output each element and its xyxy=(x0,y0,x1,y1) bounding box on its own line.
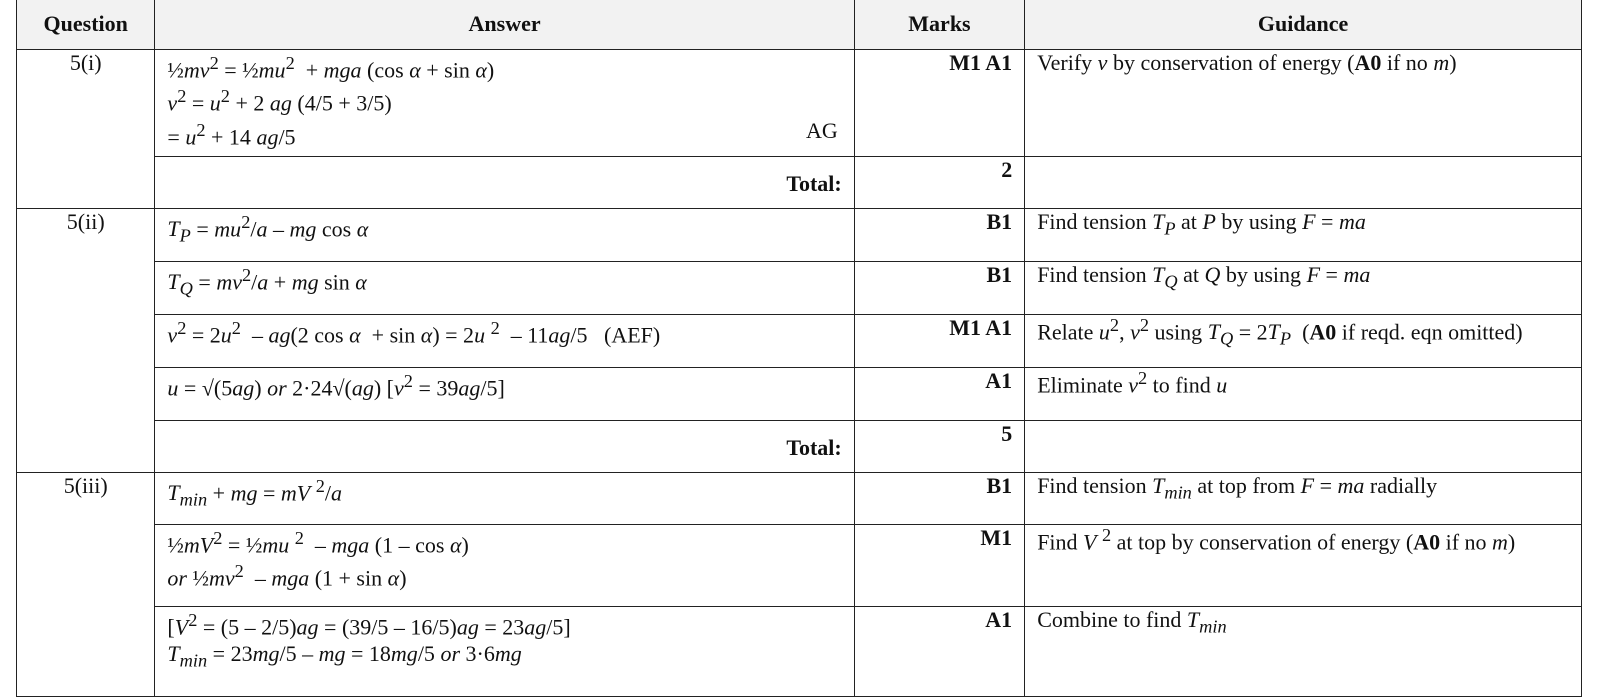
table-row xyxy=(17,607,1582,697)
guidance-cell: Eliminate $v^2$ to find u xyxy=(1025,368,1582,421)
table-row xyxy=(17,315,1582,368)
total-row xyxy=(17,157,1582,209)
question-label: 5(ii) xyxy=(17,209,155,473)
marks-cell: B1 xyxy=(854,209,1024,262)
answer-cell: $\frac{1}{2}mV^2$ = ½mu $^2$ – mga (1 – cos α) or $\frac{1}{2}mv^2$ – mga (1 + sin α) xyxy=(155,525,854,607)
total-label: Total: xyxy=(155,157,854,209)
total-label: Total: xyxy=(155,421,854,473)
table-row xyxy=(17,209,1582,262)
marks-cell: A1 xyxy=(854,368,1024,421)
marks-cell: M1 A1 xyxy=(854,315,1024,368)
total-value: 2 xyxy=(854,157,1024,209)
marks-cell: B1 xyxy=(854,262,1024,315)
guidance-cell: Find V $^2$ at top by conservation of energy (A0 if no m) xyxy=(1025,525,1582,607)
guidance-cell: Combine to find $T_{min}$ xyxy=(1025,607,1582,697)
marks-cell: M1 xyxy=(854,525,1024,607)
header-row xyxy=(17,0,1582,50)
marks-header: Marks xyxy=(854,0,1024,50)
question-header: Question xyxy=(17,0,155,50)
mark-scheme-table xyxy=(16,0,1582,697)
answer-cell: $T_{min}$ + mg = mV $^2$/a xyxy=(155,473,854,525)
answer-cell: $\frac{1}{2}mv^2$ = $\frac{1}{2}mu^2$ + mga (cos α + sin α) $v^2 = u^2 + 2$ ag (4/5 + 3/5) = $u^2 + 14$ ag/5 AG xyxy=(155,50,854,157)
ag-label: AG xyxy=(805,117,838,143)
answer-cell: u = √(5ag) or 2·24√(ag) $[v^2 = 39ag/5]$ xyxy=(155,368,854,421)
answer-cell: $[V^2 = (5 - 2/5)ag = (39/5 - 16/5)ag = 23ag/5]$ $T_{min} = 23mg/5$ – mg = 18mg/5 or 3·6mg xyxy=(155,607,854,697)
answer-cell: $T_Q = mv^2/a$ + mg sin α xyxy=(155,262,854,315)
marks-cell: M1 A1 xyxy=(854,50,1024,157)
guidance-cell: Relate $u^2$, $v^2$ using $T_Q = 2T_P$ (A0 if reqd. eqn omitted) xyxy=(1025,315,1582,368)
guidance-header: Guidance xyxy=(1025,0,1582,50)
answer-header: Answer xyxy=(155,0,854,50)
guidance-cell: Find tension $T_Q$ at Q by using F = ma xyxy=(1025,262,1582,315)
table-row xyxy=(17,262,1582,315)
guidance-cell: Find tension $T_{min}$ at top from F = ma radially xyxy=(1025,473,1582,525)
total-value: 5 xyxy=(854,421,1024,473)
total-row xyxy=(17,421,1582,473)
answer-cell: $T_P = mu^2/a$ – mg cos α xyxy=(155,209,854,262)
table-row xyxy=(17,473,1582,525)
table-row xyxy=(17,50,1582,157)
marks-cell: B1 xyxy=(854,473,1024,525)
guidance-cell: Find tension $T_P$ at P by using F = ma xyxy=(1025,209,1582,262)
question-label: 5(i) xyxy=(17,50,155,209)
table-row xyxy=(17,525,1582,607)
marks-cell: A1 xyxy=(854,607,1024,697)
question-label: 5(iii) xyxy=(17,473,155,697)
table-row xyxy=(17,368,1582,421)
answer-cell: $v^2 = 2u^2 - ag(2$ cos α + sin α) = 2u $^2$ – 11ag/5 (AEF) xyxy=(155,315,854,368)
guidance-cell: Verify v by conservation of energy (A0 if no m) xyxy=(1025,50,1582,157)
